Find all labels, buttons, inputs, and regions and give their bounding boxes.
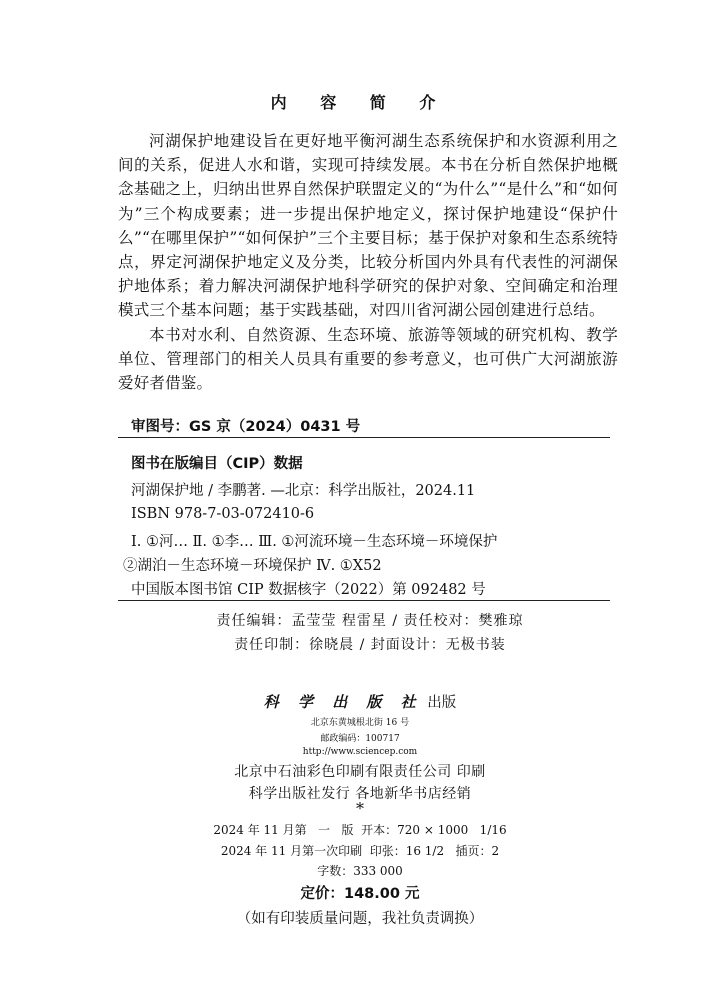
map-review-number: 审图号：GS 京（2024）0431 号 bbox=[131, 419, 361, 435]
edition-line-1: 2024 年 11 月第 一 版 开本：720 × 1000 1/16 bbox=[213, 823, 507, 837]
cip-line-title: 河湖保护地 / 李鹏著. —北京：科学出版社，2024.11 bbox=[131, 483, 476, 499]
publisher-suffix: 出版 bbox=[427, 695, 457, 711]
distribution-line: 科学出版社发行 各地新华书店经销 bbox=[248, 786, 472, 802]
word-count: 字数：333 000 bbox=[317, 864, 403, 878]
intro-paragraph-1: 河湖保护地建设旨在更好地平衡河湖生态系统保护和水资源利用之间的关系，促进人水和谐，实现可持续发展。本书在分析自然保护地概念基础之上，归纳出世界自然保护联盟定义的“为什么”“是什么”和“如何为”三个构成要素；进一步提出保护地定义，探讨保护地建设“保护什么”“在哪里保护”“如何保护”三个主要目标；基于保护对象和生态系统特点，界定河湖保护地定义及分类，比较分析国内外具有代表性的河湖保护地体系；着力解决河湖保护地科学研究的保护对象、空间确定和治理模式三个基本问题；基于实践基础，对四川省河湖公园创建进行总结。 bbox=[118, 132, 618, 320]
quality-notice: （如有印装质量问题，我社负责调换） bbox=[236, 911, 484, 927]
intro-paragraph-2: 本书对水利、自然资源、生态环境、旅游等领域的研究机构、教学单位、管理部门的相关人员具有重要的参考意义，也可供广大河湖旅游爱好者借鉴。 bbox=[118, 325, 618, 393]
publisher-postcode: 邮政编码：100717 bbox=[320, 734, 400, 744]
separator-star: * bbox=[356, 799, 364, 818]
editor-credits: 责任编辑：孟莹莹 程雷星 / 责任校对：樊雅琼 bbox=[216, 613, 524, 629]
price: 定价：148.00 元 bbox=[300, 886, 420, 902]
cip-line-isbn: ISBN 978-7-03-072410-6 bbox=[131, 506, 315, 522]
cip-line-subjects-cont: ②湖泊－生态环境－环境保护 Ⅳ. ①X52 bbox=[123, 558, 382, 574]
edition-line-2: 2024 年 11 月第一次印刷 印张：16 1/2 插页：2 bbox=[220, 844, 500, 858]
cip-line-subjects: Ⅰ. ①河… Ⅱ. ①李… Ⅲ. ①河流环境－生态环境－环境保护 bbox=[131, 534, 498, 550]
publisher-address: 北京东黄城根北街 16 号 bbox=[310, 718, 410, 728]
publisher-name: 科 学 出 版 社 bbox=[263, 693, 423, 711]
printer-line: 北京中石油彩色印刷有限责任公司 印刷 bbox=[234, 764, 486, 780]
publisher-line bbox=[0, 691, 720, 712]
cip-heading: 图书在版编目（CIP）数据 bbox=[131, 456, 303, 472]
publisher-website: http://www.sciencep.com bbox=[302, 747, 418, 757]
divider-top bbox=[118, 437, 610, 438]
cip-line-record: 中国版本图书馆 CIP 数据核字（2022）第 092482 号 bbox=[131, 582, 486, 598]
divider-bottom bbox=[118, 600, 610, 601]
introduction bbox=[118, 129, 618, 395]
page-title: 内 容 简 介 bbox=[270, 93, 450, 112]
printing-credits: 责任印制：徐晓晨 / 封面设计：无极书装 bbox=[234, 637, 506, 653]
